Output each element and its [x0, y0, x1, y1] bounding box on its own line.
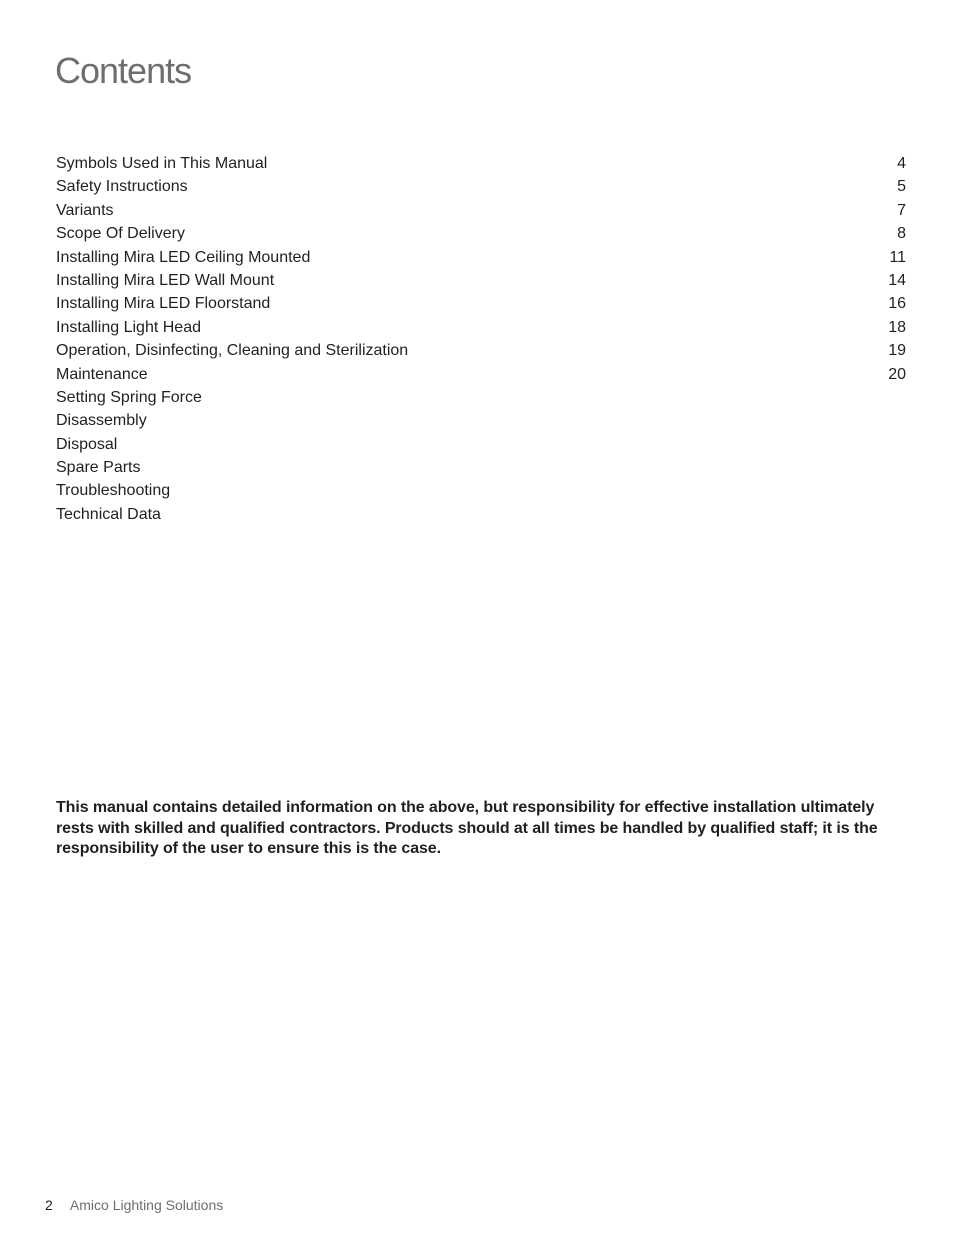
toc-entry-page: 14: [888, 271, 906, 289]
toc-entry-label: Installing Mira LED Wall Mount: [56, 271, 275, 289]
toc-entry-floorstand[interactable]: [56, 292, 906, 315]
toc-entry-page: 16: [888, 295, 906, 313]
toc-entry-label: Troubleshooting: [56, 482, 171, 500]
page-footer: [45, 1197, 223, 1213]
page-title: Contents: [55, 50, 192, 91]
toc-entry-page: 19: [888, 342, 906, 360]
toc-entry-label: Safety Instructions: [56, 178, 188, 196]
toc-entry-label: Disposal: [56, 435, 118, 453]
toc-entry-troubleshooting[interactable]: [56, 479, 906, 502]
toc-entry-page: 4: [897, 155, 906, 172]
toc-entry-disassembly[interactable]: [56, 409, 906, 432]
toc-entry-technical-data[interactable]: [56, 503, 906, 526]
toc-entry-safety[interactable]: [56, 175, 906, 198]
toc-entry-label: Technical Data: [56, 505, 161, 523]
toc-entry-symbols[interactable]: [56, 152, 906, 175]
toc-entry-label: Scope Of Delivery: [56, 225, 185, 243]
toc-entry-label: Installing Mira LED Floorstand: [56, 295, 271, 313]
toc-entry-variants[interactable]: [56, 199, 906, 222]
toc-entry-label: Disassembly: [56, 412, 147, 430]
toc-entry-label: Operation, Disinfecting, Cleaning and Sterilization: [56, 342, 409, 360]
toc-entry-wall-mount[interactable]: [56, 269, 906, 292]
footer-page-number: 2: [45, 1197, 53, 1213]
table-of-contents: [56, 152, 906, 526]
toc-entry-page: 11: [889, 248, 906, 266]
toc-entry-disposal[interactable]: [56, 433, 906, 456]
toc-entry-label: Installing Light Head: [56, 318, 201, 336]
toc-entry-spring-force[interactable]: [56, 386, 906, 409]
toc-entry-light-head[interactable]: [56, 316, 906, 339]
toc-entry-label: Installing Mira LED Ceiling Mounted: [56, 248, 311, 266]
toc-entry-page: 18: [888, 318, 906, 336]
responsibility-notice: This manual contains detailed information on the above, but responsibility for effective installation ultimately rests with skilled and qualified contractors. Products should at all times be handled by qualified staff; it is the responsibility of the user to ensure this is the case.: [56, 799, 878, 857]
toc-entry-page: 20: [888, 365, 906, 383]
toc-entry-page: 7: [897, 201, 906, 219]
toc-entry-page: 5: [897, 178, 906, 196]
toc-entry-maintenance[interactable]: [56, 363, 906, 386]
toc-entry-page: 8: [897, 225, 906, 243]
toc-entry-label: Variants: [56, 201, 114, 219]
toc-entry-label: Symbols Used in This Manual: [56, 155, 268, 172]
toc-entry-label: Maintenance: [56, 365, 148, 383]
toc-entry-ceiling-mounted[interactable]: [56, 246, 906, 269]
footer-company-name: Amico Lighting Solutions: [69, 1197, 224, 1213]
toc-entry-spare-parts[interactable]: [56, 456, 906, 479]
toc-entry-label: Setting Spring Force: [56, 388, 202, 406]
toc-entry-label: Spare Parts: [56, 459, 141, 477]
toc-entry-scope-of-delivery[interactable]: [56, 222, 906, 245]
toc-entry-operation[interactable]: [56, 339, 906, 362]
